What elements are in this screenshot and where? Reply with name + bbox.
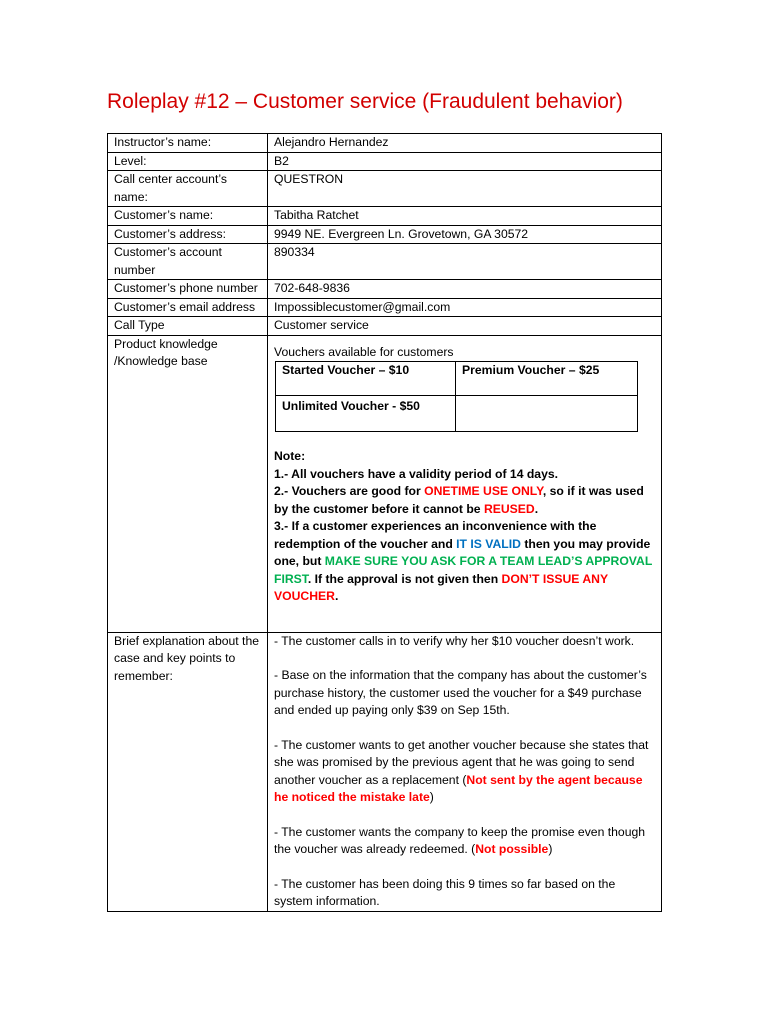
row-value: Customer service: [268, 317, 662, 336]
row-label: Call Type: [108, 317, 268, 336]
brief-paragraph: - The customer has been doing this 9 times so far based on the system information.: [274, 876, 616, 908]
table-row: [108, 207, 662, 226]
row-value: 702-648-9836: [268, 280, 662, 299]
table-row: [108, 225, 662, 244]
note-title: Note:: [274, 449, 306, 463]
row-value: B2: [268, 152, 662, 171]
table-row: [276, 362, 638, 396]
row-label: Level:: [108, 152, 268, 171]
brief-cell: [268, 632, 662, 911]
table-row: [108, 280, 662, 299]
dont-issue-text: DON’T ISSUE ANY VOUCHER: [274, 571, 608, 603]
note-3: 3.- If a customer experiences an inconvenience with the redemption of the voucher and IT IS VALID then you may provide one, but MAKE SURE YOU ASK FOR A TEAM LEAD’S APPROVAL FIRST. If the approval is not given then DON’T ISSUE ANY VOUCHER.: [274, 519, 653, 603]
note-1: 1.- All vouchers have a validity period of 14 days.: [274, 466, 559, 481]
not-possible-text: Not possible: [475, 842, 549, 856]
brief-paragraph: - The customer wants the company to keep the promise even though the voucher was already redeemed. (Not possible): [274, 824, 646, 856]
table-row: [108, 317, 662, 336]
row-label: Customer’s name:: [108, 207, 268, 226]
row-label: Call center account’s name:: [108, 171, 268, 207]
product-knowledge-row: [108, 335, 662, 632]
brief-paragraph: - The customer wants to get another voucher because she states that she was promised by the previous agent that he was going to send another voucher as a replacement (Not sent by the agent because he noticed the mistake late): [274, 737, 649, 804]
page-title: Roleplay #12 – Customer service (Fraudulent behavior): [107, 90, 623, 113]
row-label: Customer’s phone number: [108, 280, 268, 299]
brief-row: [108, 632, 662, 911]
table-row: [276, 396, 638, 432]
row-value: Alejandro Hernandez: [268, 134, 662, 153]
row-label: Instructor’s name:: [108, 134, 268, 153]
brief-paragraph: - The customer calls in to verify why her $10 voucher doesn’t work.: [274, 633, 635, 648]
notes: [274, 448, 655, 606]
note-2: 2.- Vouchers are good for ONETIME USE ONLY, so if it was used by the customer before it cannot be REUSED.: [274, 484, 644, 516]
brief-paragraph: - Base on the information that the company has about the customer’s purchase history, the customer used the voucher for a $49 purchase and ended up paying only $39 on Sep 15th.: [274, 668, 647, 717]
spacer: [274, 336, 655, 344]
table-row: [108, 244, 662, 280]
reused-text: REUSED: [483, 501, 535, 516]
row-value: QUESTRON: [268, 171, 662, 207]
row-label: Product knowledge /Knowledge base: [108, 335, 268, 632]
product-knowledge-cell: [268, 335, 662, 632]
row-value: Tabitha Ratchet: [268, 207, 662, 226]
row-value: 890334: [268, 244, 662, 280]
voucher-cell: [456, 396, 638, 432]
row-label: Brief explanation about the case and key points to remember:: [108, 632, 268, 911]
onetime-use-text: ONETIME USE ONLY: [424, 484, 543, 498]
it-is-valid-text: IT IS VALID: [456, 536, 521, 551]
vouchers-heading: Vouchers available for customers: [274, 344, 454, 359]
table-row: [108, 134, 662, 153]
approval-text: MAKE SURE YOU ASK FOR A TEAM LEAD’S APPROVAL FIRST: [274, 554, 653, 586]
row-value: Impossiblecustomer@gmail.com: [268, 298, 662, 317]
not-sent-text: Not sent by the agent because he noticed the mistake late: [274, 772, 643, 804]
voucher-cell: Unlimited Voucher - $50: [276, 396, 456, 432]
table-row: [108, 171, 662, 207]
voucher-cell: Premium Voucher – $25: [456, 362, 638, 396]
vouchers-table: [275, 361, 638, 432]
table-row: [108, 152, 662, 171]
table-row: [108, 298, 662, 317]
row-label: Customer’s account number: [108, 244, 268, 280]
roleplay-table: [107, 133, 662, 912]
row-value: 9949 NE. Evergreen Ln. Grovetown, GA 30572: [268, 225, 662, 244]
row-label: Customer’s email address: [108, 298, 268, 317]
row-label: Customer’s address:: [108, 225, 268, 244]
voucher-cell: Started Voucher – $10: [276, 362, 456, 396]
